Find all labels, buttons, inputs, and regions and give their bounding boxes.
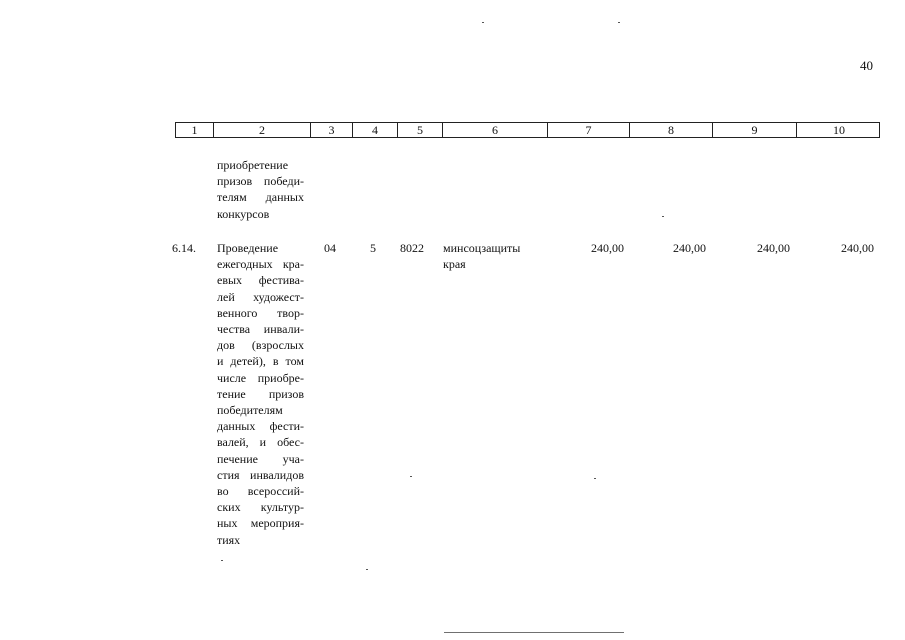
description-line: числе приобре-	[217, 370, 304, 385]
description-line: призов победи-	[217, 174, 304, 189]
scan-speck	[366, 569, 368, 570]
header-col-8: 8	[630, 123, 713, 137]
page-number: 40	[860, 58, 873, 73]
description-line: конкурсов	[217, 206, 270, 221]
header-col-6: 6	[443, 123, 548, 137]
description-line: печение уча-	[217, 451, 304, 466]
description-line: чества инвали-	[217, 322, 304, 337]
description-line: тение призов	[217, 386, 304, 401]
header-col-10: 10	[833, 123, 845, 137]
section-code: 04	[324, 241, 336, 255]
description-line: ежегодных кра-	[217, 257, 304, 272]
scan-speck	[482, 22, 484, 23]
scan-speck	[221, 560, 223, 561]
article-code: 8022	[400, 241, 424, 255]
description-line: стия инвалидов	[217, 467, 304, 482]
header-col-3: 3	[311, 123, 353, 137]
header-col-9: 9	[713, 123, 797, 137]
amount-col-8: 240,00	[673, 241, 706, 255]
description-line: евых фестива-	[217, 273, 304, 288]
header-col-4: 4	[353, 123, 398, 137]
description-line: тиях	[217, 532, 241, 547]
header-col-2: 2	[214, 123, 311, 137]
header-col-7: 7	[548, 123, 630, 137]
executor	[443, 240, 520, 272]
description-line: валей, и обес-	[217, 435, 304, 450]
description-line: данных фести-	[217, 419, 304, 434]
row-number: 6.14.	[172, 241, 196, 255]
header-col-1: 1	[176, 123, 214, 137]
scan-artifact-line	[444, 632, 624, 633]
subsection-code: 5	[370, 241, 376, 255]
description-line: дов (взрослых	[217, 338, 304, 353]
description-line: ных мероприя-	[217, 516, 304, 531]
description-line: телям данных	[217, 190, 304, 205]
description-line: венного твор-	[217, 305, 304, 320]
amount-col-10: 240,00	[841, 241, 874, 255]
description-line: лей художест-	[217, 289, 304, 304]
description-line: победителям	[217, 403, 283, 418]
amount-col-9: 240,00	[757, 241, 790, 255]
description-line: и детей), в том	[217, 354, 304, 369]
header-col-5: 5	[398, 123, 443, 137]
description-line: во всероссий-	[217, 484, 304, 499]
amount-col-7: 240,00	[591, 241, 624, 255]
description-line: приобретение	[217, 158, 289, 172]
scan-speck	[410, 476, 412, 477]
scan-speck	[594, 478, 596, 479]
executor-line: края	[443, 257, 466, 271]
description-line: Проведение	[217, 241, 279, 255]
scan-speck	[662, 216, 664, 217]
scan-speck	[618, 22, 620, 23]
table-header	[175, 122, 880, 138]
executor-line: минсоцзащиты	[443, 241, 521, 255]
continued-row-description	[217, 157, 304, 222]
description-line: ских культур-	[217, 500, 304, 515]
row-description	[217, 240, 304, 548]
